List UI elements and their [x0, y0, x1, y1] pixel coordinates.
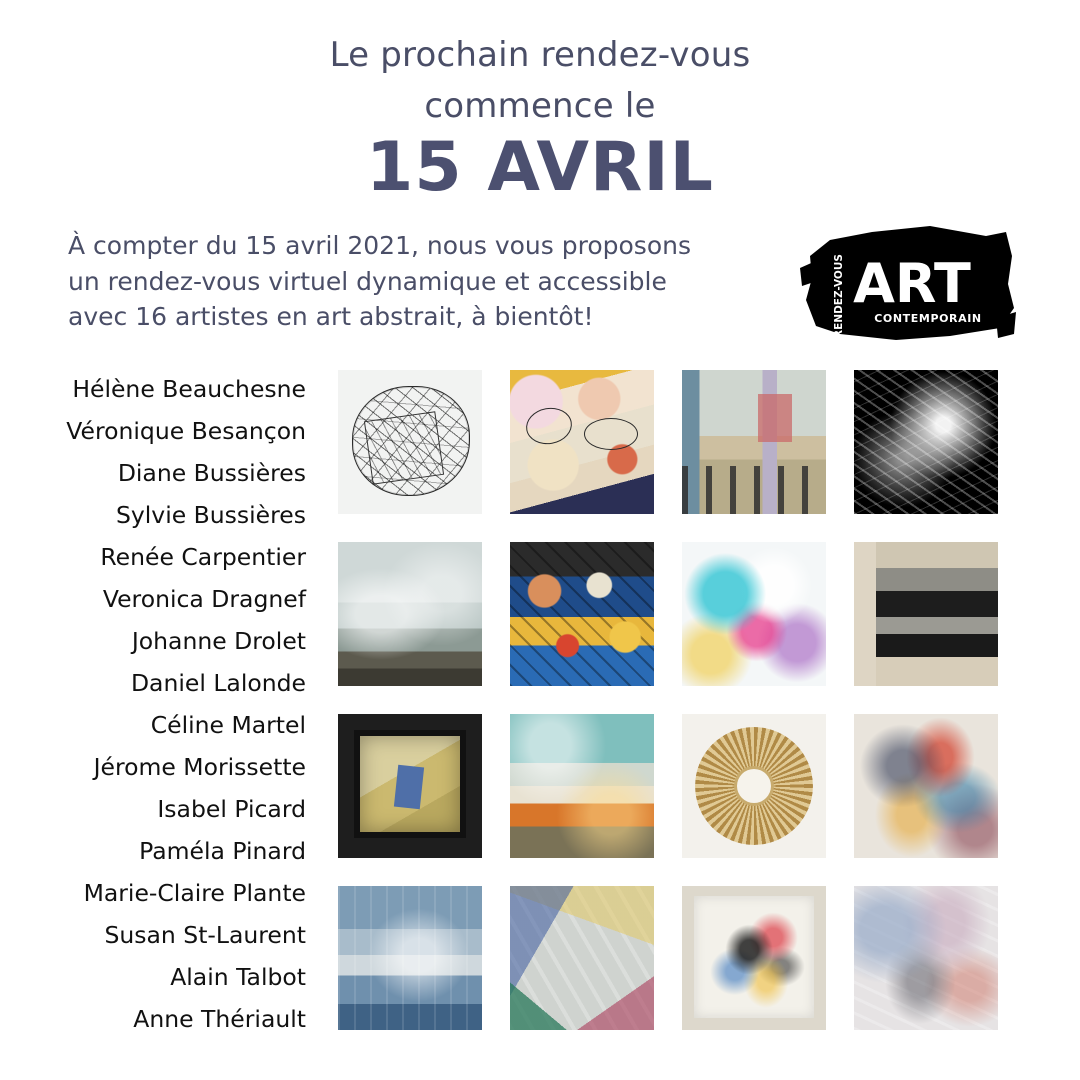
artwork-thumbnail [510, 370, 654, 514]
artwork-thumbnail [338, 370, 482, 514]
artwork-thumbnail [682, 886, 826, 1030]
logo-badge [800, 222, 1018, 344]
list-item: Isabel Picard [157, 795, 306, 823]
intro-paragraph [68, 228, 768, 335]
list-item: Diane Bussières [117, 459, 306, 487]
intro-line-3: avec 16 artistes en art abstrait, à bientôt! [68, 302, 594, 331]
list-item: Marie-Claire Plante [83, 879, 306, 907]
list-item: Paméla Pinard [139, 837, 306, 865]
artwork-thumbnail [854, 542, 998, 686]
artwork-thumbnail [338, 714, 482, 858]
list-item: Jérome Morissette [93, 753, 306, 781]
artwork-thumbnail [682, 370, 826, 514]
artwork-thumbnail [510, 886, 654, 1030]
page-title [0, 30, 1080, 132]
intro-line-1: À compter du 15 avril 2021, nous vous proposons [68, 231, 691, 260]
artwork-thumbnail [682, 542, 826, 686]
logo-main-text: ART [853, 252, 971, 315]
artwork-thumbnail [854, 714, 998, 858]
list-item: Daniel Lalonde [130, 669, 306, 697]
headline-line-2: commence le [424, 86, 656, 126]
artwork-thumbnail [338, 542, 482, 686]
artwork-grid [338, 370, 1048, 1030]
list-item: Céline Martel [150, 711, 306, 739]
artist-list [0, 368, 320, 1040]
list-item: Hélène Beauchesne [72, 375, 306, 403]
logo-top-text: RENDEZ-VOUS [833, 254, 845, 338]
list-item: Alain Talbot [170, 963, 306, 991]
list-item: Susan St-Laurent [104, 921, 306, 949]
artwork-thumbnail [854, 370, 998, 514]
artwork-thumbnail [510, 714, 654, 858]
event-date: 15 AVRIL [366, 128, 714, 207]
headline-line-1: Le prochain rendez-vous [329, 35, 751, 75]
list-item: Veronica Dragnef [102, 585, 306, 613]
list-item: Véronique Besançon [66, 417, 306, 445]
intro-line-2: un rendez-vous virtuel dynamique et accessible [68, 266, 667, 296]
list-item: Johanne Drolet [131, 627, 306, 655]
list-item: Sylvie Bussières [115, 501, 306, 529]
artwork-thumbnail [338, 886, 482, 1030]
artwork-thumbnail [510, 542, 654, 686]
list-item: Renée Carpentier [100, 543, 306, 571]
artwork-thumbnail [854, 886, 998, 1030]
logo-bottom-text: CONTEMPORAIN [874, 312, 982, 325]
artwork-thumbnail [682, 714, 826, 858]
list-item: Anne Thériault [133, 1005, 306, 1033]
